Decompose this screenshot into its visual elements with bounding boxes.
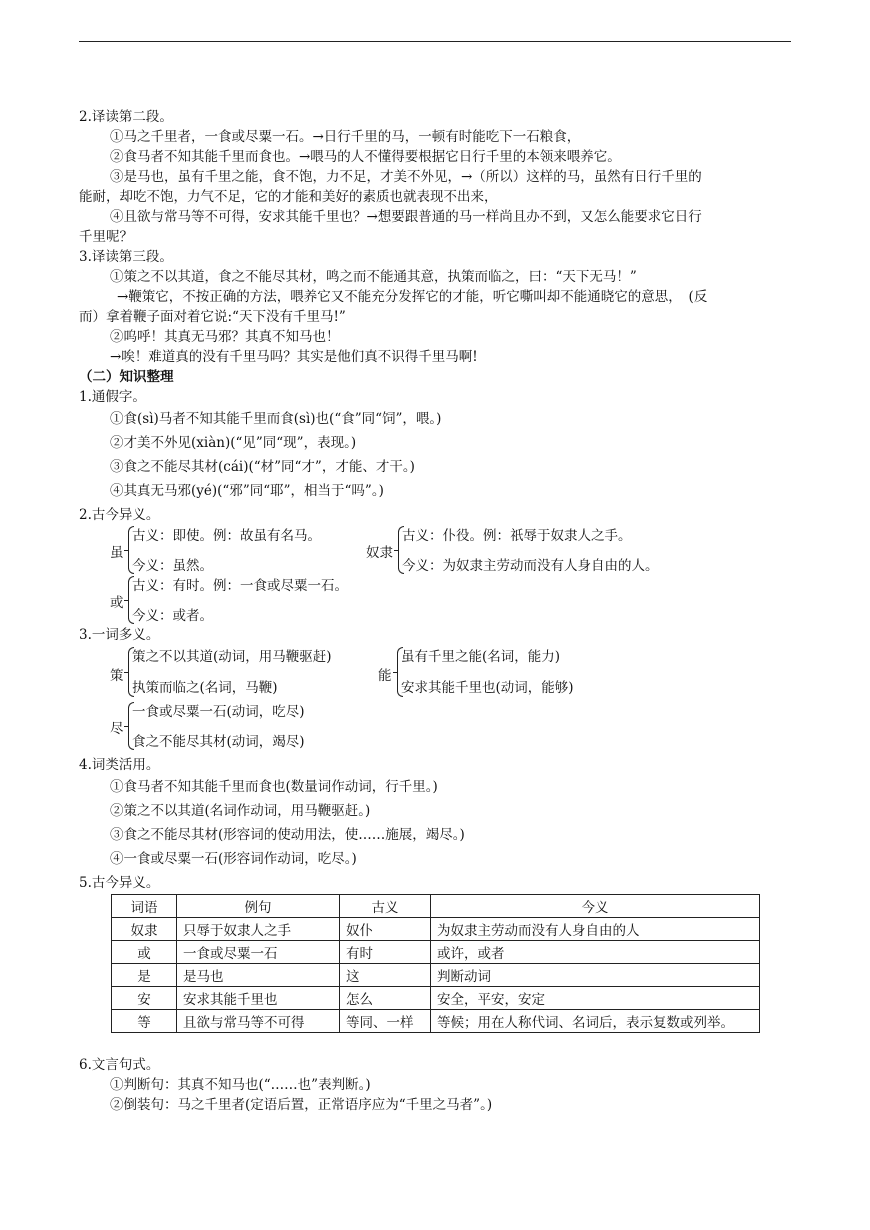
section-3-title: 3.译读第三段。 bbox=[79, 249, 173, 265]
table-row bbox=[112, 964, 760, 987]
gujin-sui-old: 古义：即使。例：故虽有名马。 bbox=[132, 528, 321, 544]
table-cell: 安求其能千里也 bbox=[177, 987, 340, 1010]
section-2-title: 2.译读第二段。 bbox=[79, 109, 173, 125]
s3-line-4: →唉！难道真的没有千里马吗？其实是他们真不识得千里马啊! bbox=[110, 349, 478, 365]
duoyi-jin-1: 一食或尽粟一石(动词，吃尽) bbox=[132, 704, 305, 720]
gujin-nuli-label: 奴隶 bbox=[366, 545, 393, 561]
gujin-huo-old: 古义：有时。例：一食或尽粟一石。 bbox=[132, 578, 348, 594]
tongjia-item-2: ②才美不外见(xiàn)(“见”同“现”，表现。) bbox=[110, 435, 357, 451]
table-header-cell: 古义 bbox=[340, 895, 431, 918]
table-row bbox=[112, 1010, 760, 1033]
table-cell: 且欲与常马等不可得 bbox=[177, 1010, 340, 1033]
s2-line-4b: 千里呢？ bbox=[79, 229, 133, 245]
table-cell: 怎么 bbox=[340, 987, 431, 1010]
table-cell: 这 bbox=[340, 964, 431, 987]
s2-line-2: ②食马者不知其能千里而食也。→喂马的人不懂得要根据它日行千里的本领来喂养它。 bbox=[110, 149, 621, 165]
table-cell: 等 bbox=[112, 1010, 177, 1033]
table-cell: 是马也 bbox=[177, 964, 340, 987]
gujin-huo-label: 或 bbox=[110, 595, 124, 611]
table-header-row bbox=[112, 895, 760, 918]
table-cell: 安 bbox=[112, 987, 177, 1010]
table-row bbox=[112, 941, 760, 964]
table-cell: 判断动词 bbox=[431, 964, 760, 987]
table-cell: 奴隶 bbox=[112, 918, 177, 941]
jushi-item-1: ①判断句：其真不知马也(“……也”表判断。) bbox=[110, 1077, 371, 1093]
jushi-item-2: ②倒装句：马之千里者(定语后置，正常语序应为“千里之马者”。) bbox=[110, 1097, 493, 1113]
duoyi-ce-label: 策 bbox=[110, 668, 124, 684]
knowledge-heading: （二）知识整理 bbox=[79, 369, 174, 385]
huoyong-item-4: ④一食或尽粟一石(形容词作动词，吃尽。) bbox=[110, 851, 357, 867]
table-cell: 或许，或者 bbox=[431, 941, 760, 964]
table-cell: 为奴隶主劳动而没有人身自由的人 bbox=[431, 918, 760, 941]
gujin-sui-label: 虽 bbox=[110, 545, 124, 561]
gujin-sui-new: 今义：虽然。 bbox=[132, 558, 213, 574]
tongjia-title: 1.通假字。 bbox=[79, 389, 146, 405]
gujin-title: 2.古今异义。 bbox=[79, 507, 160, 523]
s2-line-4a: ④且欲与常马等不可得，安求其能千里也？→想要跟普通的马一样尚且办不到，又怎么能要求它日行 bbox=[110, 209, 702, 225]
table-cell: 或 bbox=[112, 941, 177, 964]
header-rule bbox=[79, 41, 791, 42]
s3-line-1: ①策之不以其道，食之不能尽其材，鸣之而不能通其意，执策而临之，曰：“天下无马！” bbox=[110, 269, 637, 285]
table-cell: 安全，平安，安定 bbox=[431, 987, 760, 1010]
gujin-nuli-new: 今义：为奴隶主劳动而没有人身自由的人。 bbox=[402, 558, 659, 574]
tongjia-item-4: ④其真无马邪(yé)(“邪”同“耶”，相当于“吗”。) bbox=[110, 483, 384, 499]
table-header-cell: 例句 bbox=[177, 895, 340, 918]
duoyi-neng-2: 安求其能千里也(动词，能够) bbox=[401, 680, 574, 696]
huoyong-title: 4.词类活用。 bbox=[79, 757, 160, 773]
table-cell: 等候；用在人称代词、名词后，表示复数或列举。 bbox=[431, 1010, 760, 1033]
duoyi-neng-1: 虽有千里之能(名词，能力) bbox=[401, 649, 561, 665]
gujin-table bbox=[111, 894, 760, 1033]
huoyong-item-1: ①食马者不知其能千里而食也(数量词作动词，行千里。) bbox=[110, 779, 438, 795]
table-row bbox=[112, 918, 760, 941]
s2-line-3a: ③是马也，虽有千里之能，食不饱，力不足，才美不外见，→（所以）这样的马，虽然有日行千里的 bbox=[110, 169, 702, 185]
duoyi-ce-2: 执策而临之(名词，马鞭) bbox=[132, 680, 278, 696]
table-cell: 是 bbox=[112, 964, 177, 987]
gujin-nuli-old: 古义：仆役。例：祇辱于奴隶人之手。 bbox=[402, 528, 632, 544]
huoyong-item-3: ③食之不能尽其材(形容词的使动用法，使……施展，竭尽。) bbox=[110, 827, 465, 843]
huoyong-item-2: ②策之不以其道(名词作动词，用马鞭驱赶。) bbox=[110, 803, 371, 819]
s3-line-3: ②呜呼！其真无马邪？其真不知马也！ bbox=[110, 329, 340, 345]
s3-line-2b: 而）拿着鞭子面对着它说:“天下没有千里马!” bbox=[79, 309, 346, 325]
jushi-title: 6.文言句式。 bbox=[79, 1057, 160, 1073]
table-header-cell: 今义 bbox=[431, 895, 760, 918]
duoyi-neng-label: 能 bbox=[378, 668, 392, 684]
table-cell: 只辱于奴隶人之手 bbox=[177, 918, 340, 941]
duoyi-ce-1: 策之不以其道(动词，用马鞭驱赶) bbox=[132, 649, 332, 665]
tongjia-item-3: ③食之不能尽其材(cái)(“材”同“才”，才能、才干。) bbox=[110, 459, 415, 475]
s3-line-2a: →鞭策它，不按正确的方法，喂养它又不能充分发挥它的才能，听它嘶叫却不能通晓它的意思， (反 bbox=[117, 289, 708, 305]
s2-line-3b: 能耐，却吃不饱，力气不足，它的才能和美好的素质也就表现不出来， bbox=[79, 189, 498, 205]
s2-line-1: ①马之千里者，一食或尽粟一石。→日行千里的马，一顿有时能吃下一石粮食， bbox=[110, 129, 581, 145]
table-cell: 一食或尽粟一石 bbox=[177, 941, 340, 964]
duoyi-jin-label: 尽 bbox=[110, 721, 124, 737]
duoyi-jin-2: 食之不能尽其材(动词，竭尽) bbox=[132, 734, 305, 750]
table-title: 5.古今异义。 bbox=[79, 875, 160, 891]
table-cell: 奴仆 bbox=[340, 918, 431, 941]
duoyi-title: 3.一词多义。 bbox=[79, 627, 160, 643]
gujin-huo-new: 今义：或者。 bbox=[132, 608, 213, 624]
table-header-cell: 词语 bbox=[112, 895, 177, 918]
table-cell: 有时 bbox=[340, 941, 431, 964]
table-cell: 等同、一样 bbox=[340, 1010, 431, 1033]
table-row bbox=[112, 987, 760, 1010]
tongjia-item-1: ①食(sì)马者不知其能千里而食(sì)也(“食”同“饲”，喂。) bbox=[110, 411, 442, 427]
